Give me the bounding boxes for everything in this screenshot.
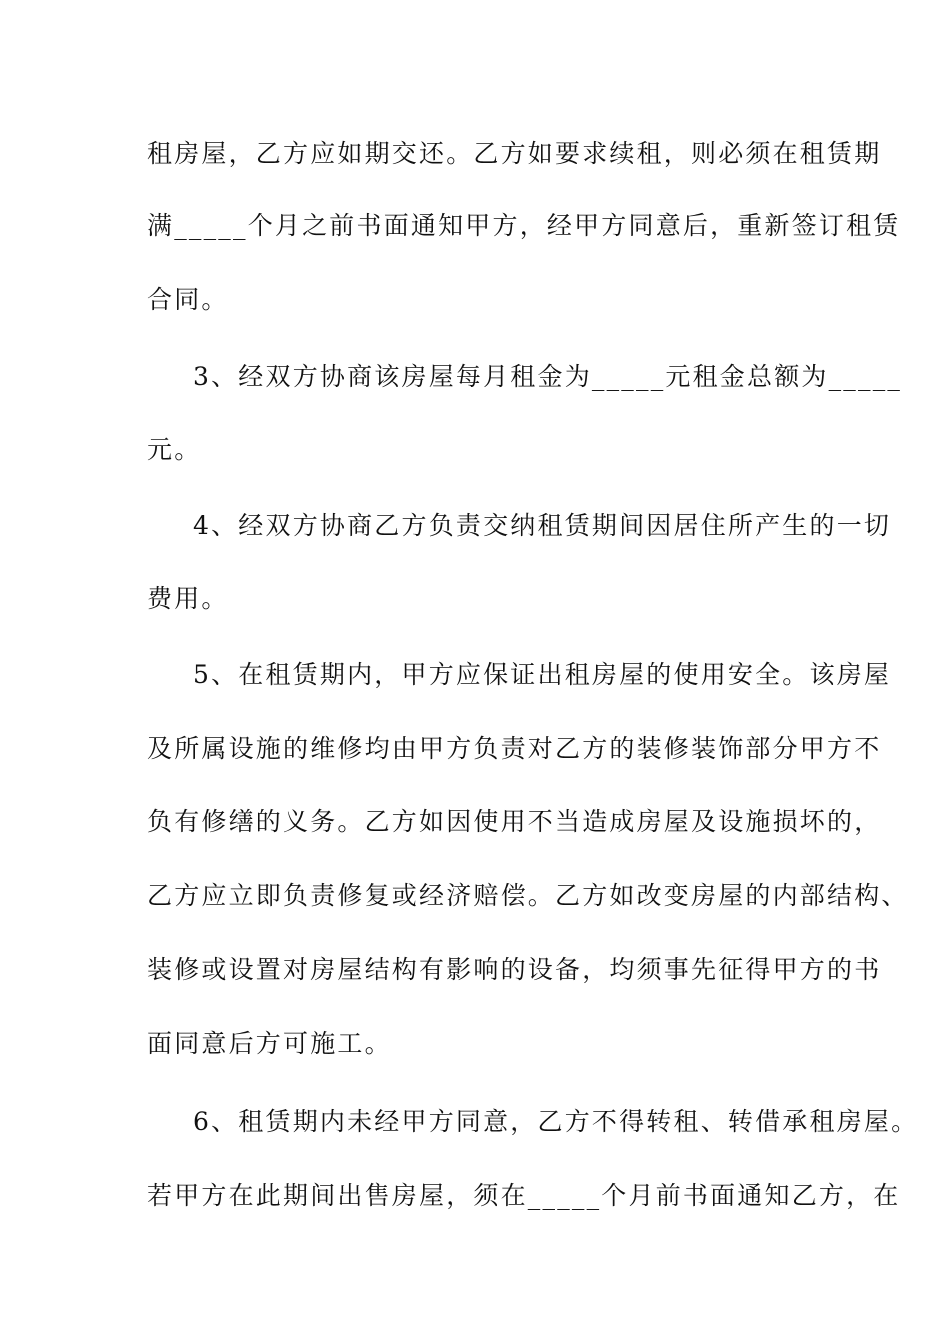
paragraph-line: 面同意后方可施工。 [147, 1029, 392, 1058]
paragraph-line: 负有修缮的义务。乙方如因使用不当造成房屋及设施损坏的， [147, 807, 882, 836]
paragraph-line: 装修或设置对房屋结构有影响的设备，均须事先征得甲方的书 [147, 955, 882, 984]
paragraph-line: 5、在租赁期内，甲方应保证出租房屋的使用安全。该房屋 [193, 660, 892, 689]
paragraph-line: 乙方应立即负责修复或经济赔偿。乙方如改变房屋的内部结构、 [147, 881, 909, 910]
paragraph-line: 租房屋，乙方应如期交还。乙方如要求续租，则必须在租赁期 [147, 139, 882, 168]
paragraph-line: 费用。 [147, 584, 229, 613]
paragraph-line: 6、租赁期内未经甲方同意，乙方不得转租、转借承租房屋。 [193, 1107, 919, 1136]
paragraph-line: 合同。 [147, 285, 229, 314]
paragraph-line: 元。 [147, 435, 202, 464]
paragraph-line: 及所属设施的维修均由甲方负责对乙方的装修装饰部分甲方不 [147, 734, 882, 763]
paragraph-line: 4、经双方协商乙方负责交纳租赁期间因居住所产生的一切 [193, 511, 892, 540]
paragraph-line: 3、经双方协商该房屋每月租金为_____元租金总额为_____ [193, 362, 903, 391]
paragraph-line: 满_____个月之前书面通知甲方，经甲方同意后，重新签订租赁 [147, 211, 901, 240]
paragraph-line: 若甲方在此期间出售房屋，须在_____个月前书面通知乙方，在 [147, 1181, 901, 1210]
